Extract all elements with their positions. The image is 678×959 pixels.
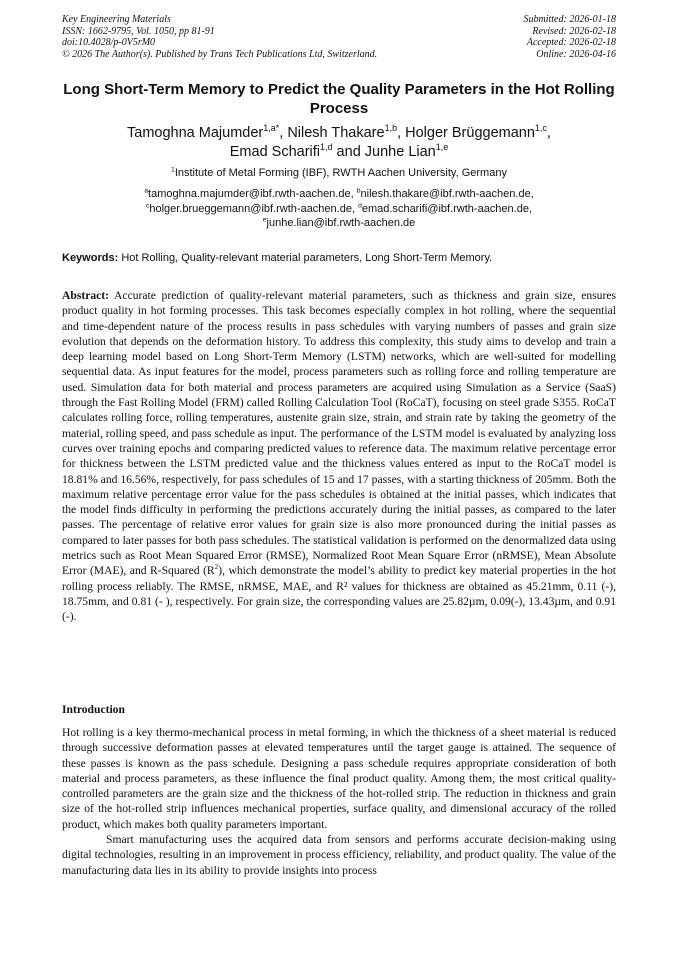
affiliation-mark: 1 xyxy=(171,166,175,174)
email-mark: e xyxy=(262,216,267,224)
author-name: Tamoghna Majumder xyxy=(127,125,264,141)
author-affiliation-mark: 1,a* xyxy=(263,123,280,134)
submitted-date: Submitted: 2026-01-18 xyxy=(523,14,616,25)
author xyxy=(405,125,551,141)
email-address[interactable]: nilesh.thakare@ibf.rwth-aachen.de xyxy=(360,188,531,200)
author-separator: , xyxy=(279,125,288,141)
email-list xyxy=(62,187,616,231)
author-affiliation-mark: 1,d xyxy=(320,142,333,153)
introduction-paragraph: Smart manufacturing uses the acquired data from sensors and performs accurate decision-making using digital technologies, resulting in an improvement in process efficiency, reliability, and product quality. The value of the manufacturing data lies in its ability to provide insights into process xyxy=(62,833,616,877)
email-address[interactable]: holger.brueggemann@ibf.rwth-aachen.de xyxy=(149,202,352,215)
journal-name: Key Engineering Materials xyxy=(62,14,171,25)
keywords-label: Keywords: xyxy=(62,252,119,264)
email-separator: , xyxy=(350,188,357,200)
author-separator: , xyxy=(397,125,406,141)
keywords xyxy=(62,251,616,265)
author-name: Junhe Lian xyxy=(364,144,436,160)
email-mark: d xyxy=(358,201,362,209)
author xyxy=(127,125,287,141)
online-date: Online: 2026-04-16 xyxy=(536,48,616,60)
author-name: Emad Scharifi xyxy=(229,144,321,160)
journal-issn: ISSN: 1662-9795, Vol. 1050, pp 81-91 xyxy=(62,25,215,37)
email-mark: c xyxy=(145,201,150,209)
email-mark: a xyxy=(144,187,149,195)
introduction-heading: Introduction xyxy=(62,703,125,716)
email-address[interactable]: junhe.lian@ibf.rwth-aachen.de xyxy=(266,217,416,229)
affiliation xyxy=(62,166,616,180)
author xyxy=(287,125,405,141)
paper-title: Long Short-Term Memory to Predict the Quality Parameters in the Hot Rolling Process xyxy=(63,81,615,117)
email[interactable] xyxy=(358,203,532,215)
introduction-body xyxy=(62,725,616,878)
introduction-paragraph: Hot rolling is a key thermo-mechanical process in metal forming, in which the thickness of a sheet material is reduced through successive deformation passes at elevated temperatures until the target gauge is attained. The sequence of these passes is known as the pass schedule. Designing a pass schedule requires appropriate consideration of both material and process parameters, as these influence the final product quality. Among them, the most critical quality-controlled parameters are the grain size and the thickness of the hot-rolled strip. The reduction in thickness and grain size of the hot-rolled strip influences mechanical properties, surface quality, and dimensional accuracy of the rolled product, which makes both quality parameters important. xyxy=(62,726,616,831)
email-separator: , xyxy=(530,188,534,200)
accepted-date: Accepted: 2026-02-18 xyxy=(526,37,616,49)
publication-dates xyxy=(524,14,617,60)
email-separator: , xyxy=(528,202,533,215)
author-name: Nilesh Thakare xyxy=(287,125,385,141)
email[interactable] xyxy=(144,188,356,200)
email[interactable] xyxy=(263,217,416,229)
author-affiliation-mark: 1,b xyxy=(384,123,398,134)
author-affiliation-mark: 1,e xyxy=(435,142,449,153)
author-affiliation-mark: 1,c xyxy=(534,123,547,134)
abstract-text-continued: ), which demonstrate the model’s ability to predict key material properties in the hot rolling process reliably. The RMSE, nRMSE, MAE, and R² values for thickness are obtained as 45.21mm, 0.11 (-), 18.75mm, and 0.81 (- ), respectively. For grain size, the corresponding values are 25.82µm, 0.09(-), 13.43µm, and 0.91 (-). xyxy=(62,564,616,624)
email-separator: , xyxy=(351,202,359,215)
author-separator: and xyxy=(332,144,365,160)
email[interactable] xyxy=(357,188,534,200)
abstract-superscript: 2 xyxy=(214,563,219,572)
author-list xyxy=(62,124,616,162)
journal-info xyxy=(62,14,377,60)
abstract-label: Abstract: xyxy=(62,289,110,302)
email-address[interactable]: emad.scharifi@ibf.rwth-aachen.de xyxy=(361,202,529,215)
abstract-text: Accurate prediction of quality-relevant material parameters, such as thickness and grain size, ensures product quality in hot forming processes. This task becomes especially complex in hot rolling, where the sequential and time-dependent nature of the process results in pass schedules with varying numbers of passes and grain size evolution that depends on the deformation history. To address this complexity, this study aims to develop and train a deep learning model based on Long Short-Term Memory (LSTM) networks, which are well-suited for modelling sequential data. As input features for the model, process parameters such as rolling force and rolling temperature are used. Simulation data for both material and process parameters are acquired using Simulation as a Service (SaaS) through the Fast Rolling Model (FRM) called Rolling Calculation Tool (RoCaT), focusing on steel grade S355. RoCaT calculates rolling force, rolling temperatures, austenite grain size, strain, and strain rate by taking the geometry of the material, rolling speed, and pass schedule as input. The performance of the LSTM model is evaluated by analyzing loss curves over training epochs and comparing predicted values to reference data. The maximum relative percentage error for thickness between the LSTM predicted value and the thickness values entered as input to the RoCaT model is 18.81% and 16.56%, respectively, for pass schedules of 15 and 17 passes, with a starting thickness of 205mm. Both the maximum relative percentage error value for the pass schedules is obtained at the initial passes, which indicates that the model finds difficulty in performing the predictions accurately during the initial passes, as compared to the later passes. The percentage of relative error values for grain size is also more pronounced during the initial passes as compared to later passes for both pass schedules. The statistical validation is performed on the denormalized data using metrics such as Root Mean Squared Error (RMSE), Normalized Root Mean Square Error (nRMSE), Mean Absolute Error (MAE), and R-Squared (R xyxy=(62,289,616,578)
journal-doi: doi:10.4028/p-0V5rM0 xyxy=(62,37,156,49)
revised-date: Revised: 2026-02-18 xyxy=(532,25,616,37)
copyright-notice: © 2026 The Author(s). Published by Trans Tech Publications Ltd, Switzerland. xyxy=(62,48,378,60)
email[interactable] xyxy=(146,203,358,215)
author xyxy=(365,144,448,160)
author xyxy=(230,144,365,160)
author-separator: , xyxy=(546,125,551,141)
affiliation-text: Institute of Metal Forming (IBF), RWTH Aachen University, Germany xyxy=(174,167,507,179)
email-address[interactable]: tamoghna.majumder@ibf.rwth-aachen.de xyxy=(148,188,351,200)
abstract xyxy=(62,288,616,625)
email-mark: b xyxy=(356,187,361,195)
author-name: Holger Brüggemann xyxy=(405,125,535,141)
keywords-text: Hot Rolling, Quality-relevant material parameters, Long Short-Term Memory. xyxy=(121,252,493,264)
